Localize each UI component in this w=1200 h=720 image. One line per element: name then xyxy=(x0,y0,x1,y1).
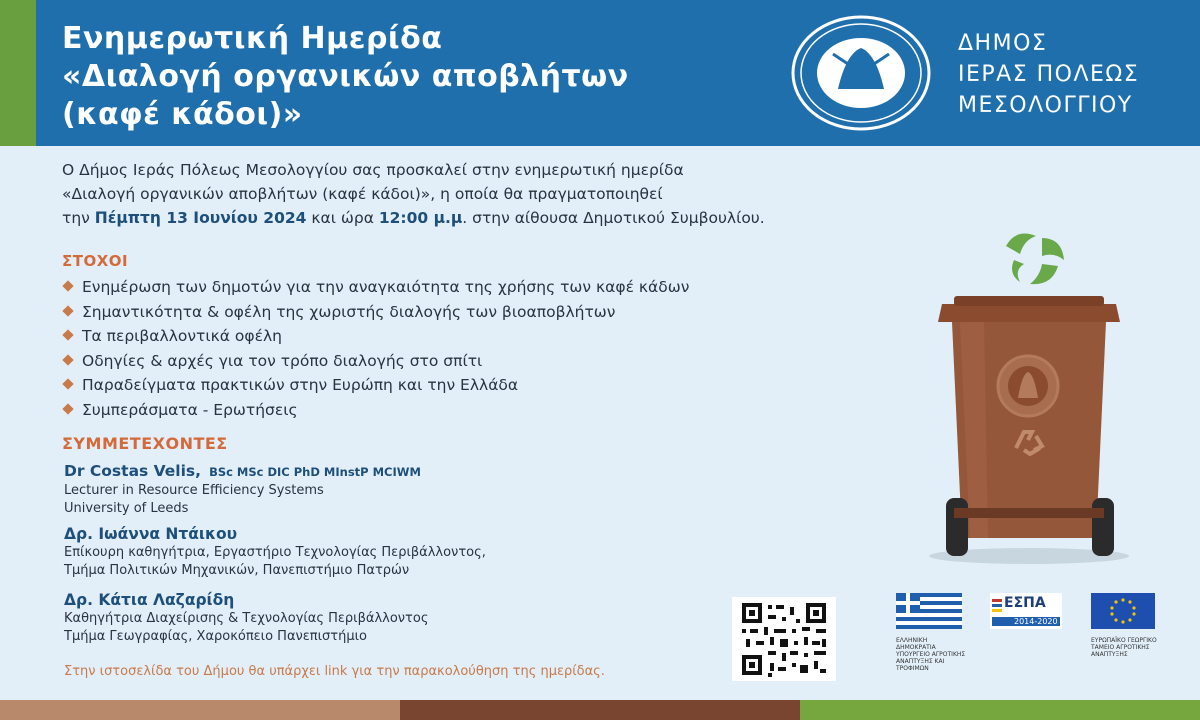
intro-line: «Διαλογή οργανικών αποβλήτων (καφέ κάδοι)», η οποία θα πραγματοποιηθεί xyxy=(62,185,663,203)
diamond-bullet-icon xyxy=(62,354,73,365)
list-item xyxy=(64,300,864,325)
participant-name: Δρ. Κάτια Λαζαρίδη xyxy=(64,591,235,609)
intro-line: Ο Δήμος Ιεράς Πόλεως Μεσολογγίου σας προσκαλεί στην ενημερωτική ημερίδα xyxy=(62,161,684,179)
header-banner xyxy=(0,0,1200,146)
footer-bar-light-brown xyxy=(0,700,400,720)
list-item xyxy=(64,349,864,374)
espa-logo xyxy=(990,593,1062,633)
participant-affiliation: Lecturer in Resource Efficiency Systems xyxy=(64,483,324,498)
diamond-bullet-icon xyxy=(62,305,73,316)
list-item xyxy=(64,373,864,398)
goal-text: Συμπεράσματα - Ερωτήσεις xyxy=(82,400,298,419)
participant-affiliation: Καθηγήτρια Διαχείρισης & Τεχνολογίας Περιβάλλοντος xyxy=(64,611,429,626)
greek-flag-icon xyxy=(896,593,962,629)
municipality-line: ΙΕΡΑΣ ΠΟΛΕΩΣ xyxy=(958,62,1140,87)
goals-heading: ΣΤΟΧΟΙ xyxy=(62,252,129,270)
greek-ministry-logo xyxy=(896,593,966,672)
footer-bar-dark-brown xyxy=(400,700,800,720)
goal-text: Οδηγίες & αρχές για τον τρόπο διαλογής στο σπίτι xyxy=(82,351,483,370)
municipality-name xyxy=(958,28,1188,121)
participant-affiliation: Τμήμα Γεωγραφίας, Χαροκόπειο Πανεπιστήμιο xyxy=(64,629,367,644)
participants-heading: ΣΥΜΜΕΤΕΧΟΝΤΕΣ xyxy=(62,434,228,453)
brown-bin-icon xyxy=(924,226,1134,566)
diamond-bullet-icon xyxy=(62,403,73,414)
title-line: (καφέ κάδοι)» xyxy=(62,97,303,132)
list-item xyxy=(64,324,864,349)
event-time: 12:00 μ.μ xyxy=(378,209,463,227)
event-date: Πέμπτη 13 Ιουνίου 2024 xyxy=(94,209,307,227)
municipality-line: ΔΗΜΟΣ xyxy=(958,31,1048,56)
diamond-bullet-icon xyxy=(62,329,73,340)
municipality-line: ΜΕΣΟΛΟΓΓΙΟΥ xyxy=(958,93,1133,118)
participant-name: Dr Costas Velis, xyxy=(64,462,202,480)
footnote: Στην ιστοσελίδα του Δήμου θα υπάρχει link για την παρακολούθηση της ημερίδας. xyxy=(64,664,605,679)
event-title xyxy=(62,20,762,134)
intro-text: την xyxy=(62,209,95,227)
participant-affiliation: University of Leeds xyxy=(64,501,189,516)
espa-years: 2014-2020 xyxy=(1014,617,1058,626)
diamond-bullet-icon xyxy=(62,280,73,291)
seal-icon xyxy=(788,14,934,132)
participant-entry xyxy=(64,461,421,518)
goal-text: Παραδείγματα πρακτικών στην Ευρώπη και την Ελλάδα xyxy=(82,376,519,394)
goal-text: Σημαντικότητα & οφέλη της χωριστής διαλογής των βιοαποβλήτων xyxy=(82,302,616,321)
espa-label: ΕΣΠΑ xyxy=(1004,595,1046,611)
participant-affiliation: Τμήμα Πολιτικών Μηχανικών, Πανεπιστήμιο Πατρών xyxy=(64,563,410,578)
goal-text: Ενημέρωση των δημοτών για την αναγκαιότητα της χρήσης των καφέ κάδων xyxy=(82,278,690,296)
greek-ministry-text: ΕΛΛΗΝΙΚΗ ΔΗΜΟΚΡΑΤΙΑ ΥΠΟΥΡΓΕΙΟ ΑΓΡΟΤΙΚΗΣ ΑΝΑΠΤΥΞΗΣ ΚΑΙ ΤΡΟΦΙΜΩΝ xyxy=(896,637,966,672)
intro-line xyxy=(62,206,962,230)
goal-text: Τα περιβαλλοντικά οφέλη xyxy=(82,327,282,345)
eu-logo xyxy=(1091,593,1157,658)
title-line: «Διαλογή οργανικών αποβλήτων xyxy=(62,59,629,94)
participant-affiliation: Επίκουρη καθηγήτρια, Εργαστήριο Τεχνολογίας Περιβάλλοντος, xyxy=(64,545,486,560)
title-line: Ενημερωτική Ημερίδα xyxy=(62,21,443,56)
list-item xyxy=(64,398,864,423)
intro-text: . στην αίθουσα Δημοτικού Συμβουλίου. xyxy=(462,209,765,227)
goals-list xyxy=(64,275,864,422)
qr-code-icon[interactable] xyxy=(732,597,836,681)
recycle-leaves-icon xyxy=(1006,234,1064,285)
participant-entry xyxy=(64,590,428,646)
diamond-bullet-icon xyxy=(62,378,73,389)
participant-entry xyxy=(64,524,486,580)
intro-paragraph xyxy=(62,158,962,230)
list-item xyxy=(64,275,864,300)
participant-name-row xyxy=(64,461,421,482)
footer-bar-green xyxy=(800,700,1200,720)
intro-text: και ώρα xyxy=(306,209,379,227)
participant-degrees: BSc MSc DIC PhD MInstP MCIWM xyxy=(209,465,421,479)
eu-flag-icon xyxy=(1091,593,1155,629)
participant-name: Δρ. Ιωάννα Ντάικου xyxy=(64,525,238,543)
header-accent-bar xyxy=(0,0,36,146)
eu-fund-text: ΕΥΡΩΠΑΪΚΟ ΓΕΩΡΓΙΚΟ ΤΑΜΕΙΟ ΑΓΡΟΤΙΚΗΣ ΑΝΑΠΤΥΞΗΣ xyxy=(1091,637,1157,658)
